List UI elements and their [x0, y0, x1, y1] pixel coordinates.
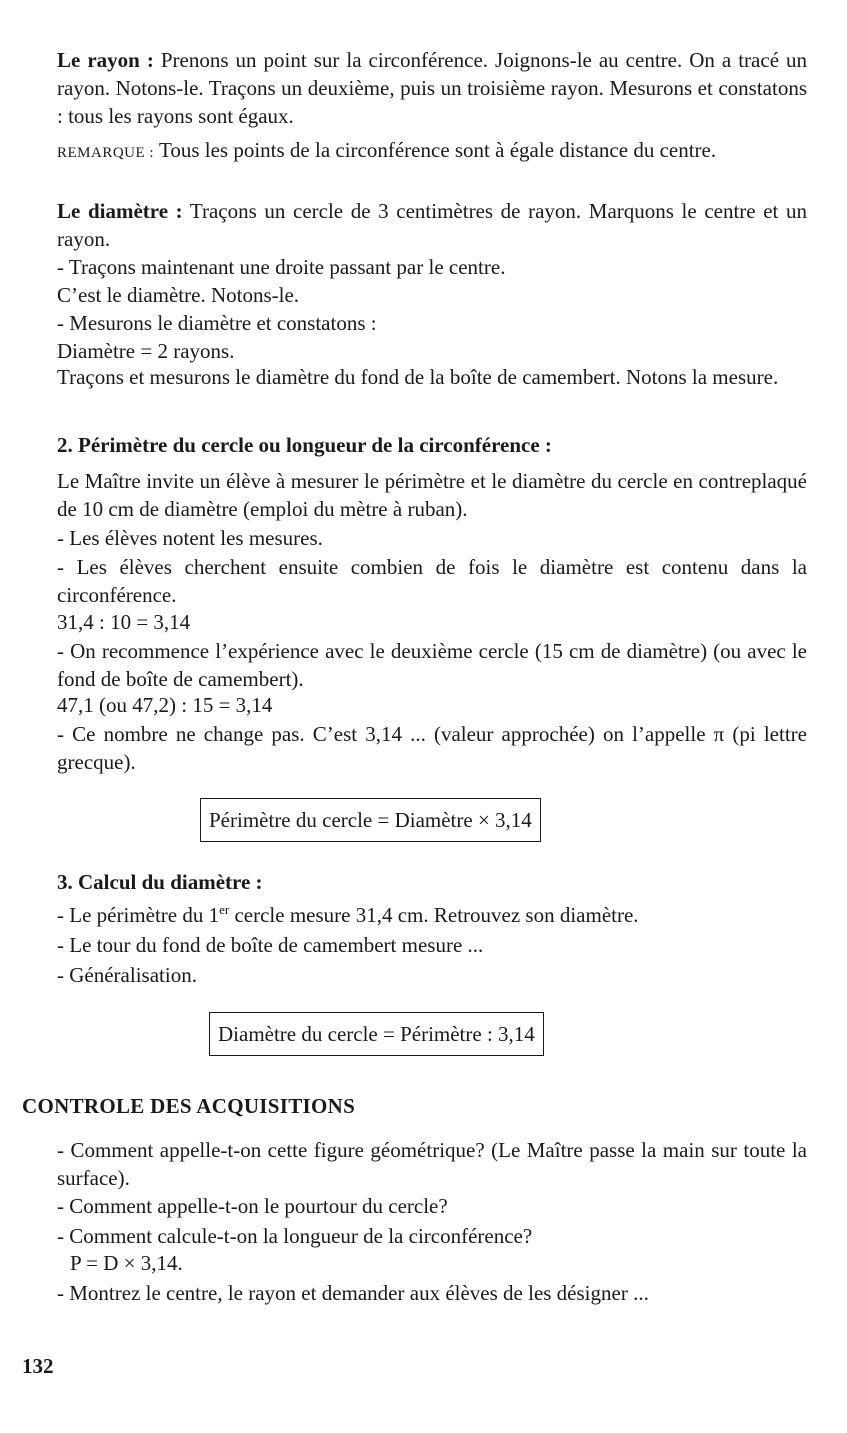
diametre-line-1: - Traçons maintenant une droite passant par le centre.: [57, 255, 506, 279]
controle-title: CONTROLE DES ACQUISITIONS: [22, 1094, 356, 1118]
diametre-paragraph: [57, 197, 807, 253]
controle-line-2: - Comment calcule-t-on la longueur de la circonférence?: [57, 1224, 533, 1248]
perimetre-paragraph-4: - Ce nombre ne change pas. C’est 3,14 ... (valeur approchée) on l’appelle π (pi lettre grecque).: [57, 722, 807, 774]
diametre-line-3: - Mesurons le diamètre et constatons :: [57, 311, 377, 335]
diametre-line-2: C’est le diamètre. Notons-le.: [57, 283, 300, 307]
perimetre-paragraph-3: - On recommence l’expérience avec le deuxième cercle (15 cm de diamètre) (ou avec le fond de boîte de camembert).: [57, 639, 807, 691]
perimetre-line-2: 31,4 : 10 = 3,14: [57, 610, 191, 634]
rayon-paragraph: [57, 46, 807, 130]
perimetre-paragraph-1: Le Maître invite un élève à mesurer le périmètre et le diamètre du cercle en contreplaqué de 10 cm de diamètre (emploi du mètre à ruban).: [57, 469, 807, 521]
controle-line-3: P = D × 3,14.: [70, 1251, 183, 1275]
calcul-line-1a: - Le périmètre du 1: [57, 903, 220, 927]
remarque-label: REMARQUE :: [57, 145, 155, 161]
calcul-heading: 3. Calcul du diamètre :: [57, 870, 263, 894]
diametre-label: Le diamètre :: [57, 199, 183, 223]
calcul-line-1b: cercle mesure 31,4 cm. Retrouvez son diamètre.: [229, 903, 639, 927]
controle-paragraph-1: - Comment appelle-t-on cette figure géométrique? (Le Maître passe la main sur toute la surface).: [57, 1138, 807, 1190]
remarque-text: Tous les points de la circonférence sont à égale distance du centre.: [158, 138, 717, 162]
perimetre-line-1: - Les élèves notent les mesures.: [57, 526, 323, 550]
perimetre-line-3: 47,1 (ou 47,2) : 15 = 3,14: [57, 693, 273, 717]
controle-line-4: - Montrez le centre, le rayon et demander aux élèves de les désigner ...: [57, 1281, 649, 1305]
perimetre-formula-box: [200, 798, 541, 842]
calcul-line-1: [57, 901, 639, 929]
calcul-line-1-sup: er: [219, 902, 230, 917]
calcul-formula-box: [209, 1012, 544, 1056]
calcul-line-2: - Le tour du fond de boîte de camembert mesure ...: [57, 933, 484, 957]
calcul-formula: Diamètre du cercle = Périmètre : 3,14: [218, 1022, 535, 1046]
diametre-line-5: Traçons et mesurons le diamètre du fond de la boîte de camembert. Notons la mesure.: [57, 365, 779, 389]
perimetre-formula: Périmètre du cercle = Diamètre × 3,14: [209, 808, 532, 832]
perimetre-paragraph-2: - Les élèves cherchent ensuite combien de fois le diamètre est contenu dans la circonférence.: [57, 555, 807, 607]
page-number: 132: [22, 1354, 54, 1378]
rayon-text: Prenons un point sur la circonférence. Joignons-le au centre. On a tracé un rayon. Notons-le. Traçons un deuxième, puis un troisième rayon. Mesurons et constatons : tous les rayons sont égaux.: [57, 48, 808, 128]
rayon-label: Le rayon :: [57, 48, 154, 72]
diametre-line-4: Diamètre = 2 rayons.: [57, 339, 235, 363]
diametre-text: Traçons un cercle de 3 centimètres de rayon. Marquons le centre et un rayon.: [57, 199, 807, 251]
remarque-paragraph: [57, 136, 807, 167]
calcul-line-3: - Généralisation.: [57, 963, 197, 987]
perimetre-heading: 2. Périmètre du cercle ou longueur de la circonférence :: [57, 433, 552, 457]
controle-line-1: - Comment appelle-t-on le pourtour du cercle?: [57, 1194, 448, 1218]
